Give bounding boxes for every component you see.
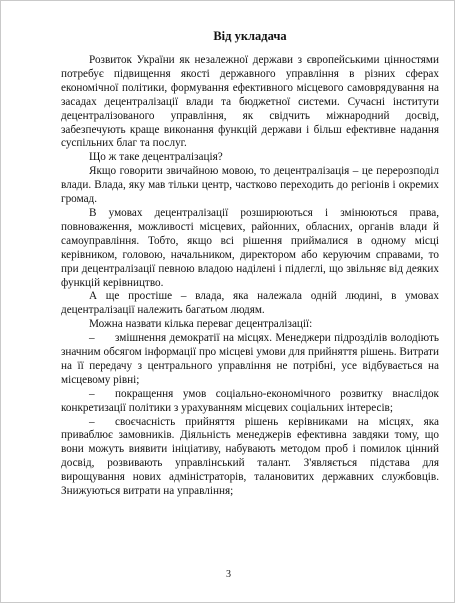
list-item [61, 388, 439, 416]
list-dash: – [89, 387, 95, 400]
list-dash: – [89, 332, 95, 345]
list-item-text: своєчасність прийняття рішень керівниками на місцях, яка приваблює замовників. Діяльність менеджерів ефективна завдяки тому, що вони можуть виявити ініціативу, набувають методом проб і помилок цінний досвід, розвивають управлінський талант. З'являється підстава для вирощування нових адміністраторів, талановитих державних службовців. Знижуються витрати на управління; [61, 415, 439, 498]
list-item-text: покращення умов соціально-економічного розвитку внаслідок конкретизації політики з урахуванням місцевих соціальних інтересів; [61, 387, 439, 414]
paragraph-advantages-intro: Можна назвати кілька переваг децентралізації: [89, 318, 313, 331]
paragraph-intro: Розвиток України як незалежної держави з європейськими цінностями потребує підвищення якості державного управління в різних сферах економічної політики, формування ефективного місцевого самоврядування на засадах децентралізації влади та бюджетної системи. Сучасні інститути децентралізованого управління, як свідчить міжнародний досвід, забезпечують краще виконання функцій держави і більш ефективне надання суспільних благ та послуг. [61, 54, 439, 150]
paragraph-question: Що ж таке децентралізація? [89, 151, 223, 164]
list-item [61, 332, 439, 388]
list-item [61, 416, 439, 499]
page-number: 3 [226, 569, 231, 580]
paragraph-definition: Якщо говорити звичайною мовою, то децентралізація – це перерозподіл влади. Влада, яку мав тільки центр, частково переходить до регіонів і окремих громад. [61, 165, 439, 206]
page-content [61, 29, 439, 499]
page-title: Від укладача [213, 29, 287, 43]
paragraph-conditions: В умовах децентралізації розширюються і змінюються права, повноваження, можливості місцевих, районних, обласних, органів влади й самоуправління. Тобто, якщо всі рішення приймалися в одному місці керівником, головою, начальником, директором або керуючим справами, то при децентралізації певною владою наділені і підлеглі, що звільняє від деяких функцій керівництво. [61, 206, 439, 289]
paragraph-simpler: А ще простіше – влада, яка належала одній людині, в умовах децентралізації належить багатьом людям. [61, 290, 439, 317]
list-item-text: змішнення демократії на місцях. Менеджери підрозділів володіють значним обсягом інформації про місцеві умови для прийняття рішень. Витрати на її передачу з центрального управління не потрібні, усе відбувається на місцевому рівні; [61, 332, 439, 386]
list-dash: – [89, 415, 95, 428]
